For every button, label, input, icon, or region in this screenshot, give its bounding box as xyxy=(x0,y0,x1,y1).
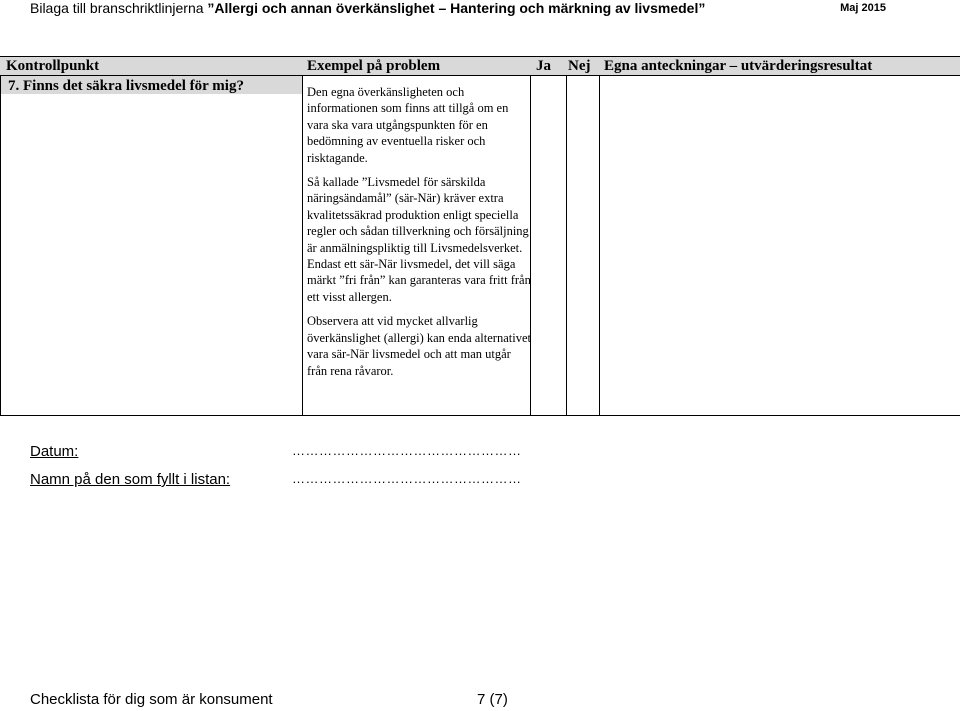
date-field[interactable]: …………………………………………… xyxy=(292,443,522,458)
column-divider xyxy=(599,76,600,416)
column-header-kontrollpunkt: Kontrollpunkt xyxy=(6,58,100,74)
name-label: Namn på den som fyllt i listan: xyxy=(30,471,231,488)
header-title-bold: ”Allergi och annan överkänslighet – Hantering och märkning av livsmedel” xyxy=(207,0,706,16)
signature-form xyxy=(30,443,590,499)
checklist-table xyxy=(0,56,960,416)
page-header xyxy=(30,0,930,18)
column-header-ja: Ja xyxy=(536,58,551,74)
example-text xyxy=(307,84,532,387)
header-title xyxy=(30,0,705,16)
footer-title: Checklista för dig som är konsument xyxy=(30,691,273,708)
name-field[interactable]: …………………………………………… xyxy=(292,471,522,486)
date-row xyxy=(30,443,590,471)
table-header-row xyxy=(0,56,960,76)
column-divider xyxy=(566,76,567,416)
paragraph: Så kallade ”Livsmedel för särskilda näringsändamål” (sär-När) kräver extra kvalitetssäkrad produktion enligt speciella regler och sådan tillverkning och försäljning är anmälningspliktig till Livsmedelsverket. Endast ett sär-När livsmedel, det vill säga märkt ”fri från” kan garanteras vara fritt från ett visst allergen. xyxy=(307,175,531,304)
paragraph: Observera att vid mycket allvarlig överkänslighet (allergi) kan enda alternativet vara sär-När livsmedel och att man utgår från rena råvaror. xyxy=(307,314,531,378)
header-title-prefix: Bilaga till branschriktlinjerna xyxy=(30,0,208,16)
column-header-nej: Nej xyxy=(568,58,591,74)
column-divider xyxy=(302,76,303,416)
date-label: Datum: xyxy=(30,443,79,460)
header-date: Maj 2015 xyxy=(840,2,886,14)
section-title: 7. Finns det säkra livsmedel för mig? xyxy=(8,78,244,94)
column-header-exempel: Exempel på problem xyxy=(307,58,441,74)
name-row xyxy=(30,471,590,499)
page-number: 7 (7) xyxy=(477,691,508,708)
paragraph: Den egna överkänsligheten och informationen som finns att tillgå om en vara ska vara utgångspunkten för en bedömning av eventuella risker och risktagande. xyxy=(307,85,509,165)
column-header-anteckningar: Egna anteckningar – utvärderingsresultat xyxy=(604,58,873,74)
